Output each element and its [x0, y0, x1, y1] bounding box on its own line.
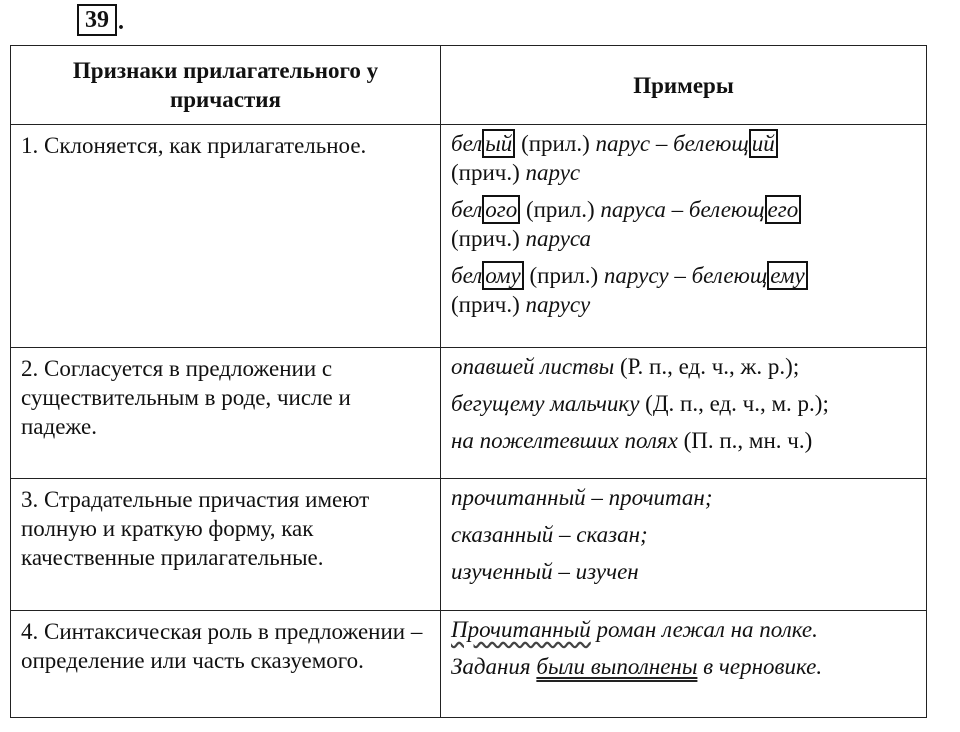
ending-box: ий [749, 129, 778, 158]
examples-cell [441, 611, 927, 718]
example-line: бел ому (прил.) парусу – белеющ ему (прич.) парусу [451, 261, 918, 319]
participle-table [10, 45, 927, 718]
example-line: бел ый (прил.) парус – белеющ ий (прич.) парус [451, 129, 918, 187]
example-line: сказанный – сказан; [451, 522, 648, 547]
example-line: Прочитанный роман лежал на полке. [451, 617, 818, 642]
header-row [11, 46, 927, 125]
example-line: бегущему мальчику (Д. п., ед. ч., м. р.); [451, 391, 829, 416]
header-examples: Примеры [441, 46, 927, 125]
table-row [11, 479, 927, 611]
table-row [11, 125, 927, 348]
example-line: изученный – изучен [451, 559, 639, 584]
sign-cell: 4. Синтаксическая роль в предложении – определение или часть сказуемого. [11, 611, 441, 718]
double-underlined-predicate: были выполнены [536, 654, 698, 679]
ending-box: ому [482, 261, 524, 290]
table-row [11, 611, 927, 718]
table-row [11, 348, 927, 479]
sign-cell: 3. Страдательные причастия имеют полную и краткую форму, как качественные прилагательные. [11, 479, 441, 611]
sign-cell: 1. Склоняется, как прилагательное. [11, 125, 441, 348]
example-line: прочитанный – прочитан; [451, 485, 713, 510]
example-line: Задания были выполнены в черновике. [451, 654, 823, 679]
ending-box: ого [482, 195, 520, 224]
ending-box: его [765, 195, 802, 224]
header-signs: Признаки прилагательного у причастия [11, 46, 441, 125]
example-line: бел ого (прил.) паруса – белеющ его (прич.) паруса [451, 195, 918, 253]
ending-box: ему [767, 261, 808, 290]
examples-cell [441, 479, 927, 611]
wavy-underlined-word: Прочитанный [451, 617, 591, 642]
exercise-number-box: 39 [77, 4, 117, 36]
exercise-number: 39 . [77, 4, 124, 36]
ending-box: ый [482, 129, 515, 158]
examples-cell [441, 125, 927, 348]
example-line: опавшей листвы (Р. п., ед. ч., ж. р.); [451, 354, 800, 379]
sign-cell: 2. Согласуется в предложении с существительным в роде, числе и падеже. [11, 348, 441, 479]
example-line: на пожелтевших полях (П. п., мн. ч.) [451, 428, 813, 453]
examples-cell [441, 348, 927, 479]
